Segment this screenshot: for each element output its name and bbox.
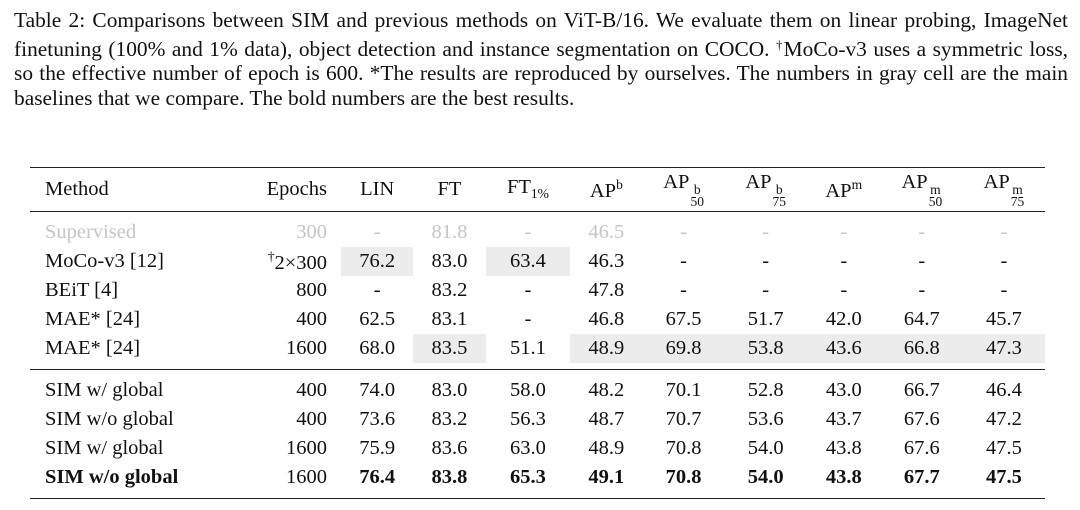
cell-ap75-mask: 46.4 [986, 379, 1022, 401]
header-ap50-mask-base: AP [901, 171, 928, 193]
caption-dagger: † [776, 36, 784, 52]
header-ft-1pct-sub: 1% [530, 186, 549, 202]
header-ap75-box-sub: 75 [772, 194, 787, 209]
table-row [30, 334, 1045, 363]
cell-ap-mask: 43.0 [825, 379, 862, 401]
caption-line-4: reproduced by ourselves. The numbers in gray cell are the main baselines that we compare. The bold [14, 61, 1068, 110]
caption-line-1: Table 2: Comparisons between SIM and previous methods on ViT-B/16. We evaluate them on linear [14, 8, 898, 32]
cell-ap75-mask: - [1000, 279, 1008, 301]
cell-ap50-mask: 67.7 [903, 466, 940, 488]
cell-ap50-mask: 64.7 [903, 308, 940, 330]
cell-epochs: 1600 [286, 337, 327, 359]
cell-ap75-box: - [762, 279, 770, 301]
cell-ap75-mask: 47.3 [963, 334, 1045, 363]
caption-line-2: probing, ImageNet finetuning (100% and 1% data), object detection and instance segmentation on [14, 8, 1068, 61]
cell-ap75-box: 53.6 [747, 408, 784, 430]
header-ap50-mask-sup: m [930, 182, 941, 197]
cell-lin: - [373, 221, 381, 243]
cell-ap50-mask: 66.8 [881, 334, 963, 363]
cell-ap75-box: 52.8 [747, 379, 784, 401]
cell-ap-mask: - [840, 279, 848, 301]
cell-ft: 83.0 [431, 379, 468, 401]
header-ft: FT [437, 178, 462, 200]
spacer-cell [30, 492, 1045, 499]
header-ap-mask-base: AP [825, 179, 852, 202]
cell-ap50-mask: 67.6 [903, 408, 940, 430]
header-ap75-box [725, 168, 807, 212]
cell-ap-box: 46.5 [588, 221, 625, 243]
cell-epochs: 300 [296, 221, 327, 243]
table-row [30, 276, 1045, 305]
cell-epochs: 800 [296, 279, 327, 301]
header-ap50-mask [881, 168, 963, 212]
cell-ap-box: 49.1 [588, 466, 625, 488]
cell-ft: 83.2 [431, 279, 468, 301]
cell-ft-1pct: - [524, 279, 532, 301]
header-ap75-box-sup: b [775, 182, 783, 197]
cell-ap50-box: - [680, 221, 687, 243]
cell-ap50-mask: 66.7 [903, 379, 940, 401]
cell-ap50-box: - [680, 250, 687, 272]
cell-method: MAE* [24] [45, 337, 141, 359]
cell-ft-1pct: 63.0 [509, 437, 546, 459]
cell-lin: 76.2 [341, 247, 413, 276]
epochs-dagger: † [267, 248, 275, 264]
cell-lin: 68.0 [359, 337, 396, 359]
cell-ft-1pct: 56.3 [509, 408, 546, 430]
cell-ap50-box: 70.8 [665, 466, 702, 488]
cell-ap75-box: 54.0 [747, 437, 784, 459]
cell-lin: 73.6 [359, 408, 396, 430]
cell-ap75-mask: 47.2 [986, 408, 1022, 430]
header-ft-1pct [486, 168, 571, 212]
cell-ap50-box: 70.1 [665, 379, 702, 401]
cell-method: SIM w/ global [45, 437, 164, 459]
header-ap-box [570, 168, 642, 212]
cell-ap50-mask: - [918, 279, 926, 301]
header-ap50-box [643, 168, 725, 212]
header-ap50-box-sup: b [693, 182, 701, 197]
cell-ft: 83.1 [431, 308, 468, 330]
cell-ap50-mask: - [918, 250, 926, 272]
cell-ap-box: 48.9 [588, 437, 625, 459]
caption-line-5: numbers are the best results. [331, 85, 575, 110]
header-ap75-mask-sub: 75 [1010, 194, 1025, 209]
cell-ap75-mask: 45.7 [986, 308, 1022, 330]
cell-ap-box: 48.7 [588, 408, 625, 430]
cell-ap75-mask: - [1000, 250, 1008, 272]
cell-ap-box: 48.9 [570, 334, 642, 363]
cell-lin: 62.5 [359, 308, 396, 330]
cell-epochs [227, 247, 341, 276]
table-row [30, 305, 1045, 334]
cell-ft: 83.6 [431, 437, 468, 459]
cell-epochs: 1600 [286, 437, 327, 459]
cell-ap50-box: 67.5 [665, 308, 702, 330]
cell-ap-mask: 43.8 [825, 466, 862, 488]
cell-epochs: 1600 [286, 466, 327, 488]
cell-ft: 83.8 [431, 466, 468, 488]
header-row [30, 168, 1045, 212]
cell-method: MoCo-v3 [12] [45, 250, 165, 272]
header-ap-box-sup: b [616, 176, 623, 192]
header-method: Method [45, 178, 109, 200]
results-table [30, 167, 1045, 499]
table-caption [14, 8, 1068, 110]
table-row [30, 247, 1045, 276]
cell-ap75-box: - [762, 250, 770, 272]
caption-line-3a: COCO. [704, 36, 777, 61]
header-lin: LIN [360, 178, 395, 200]
cell-ap-mask: 43.8 [825, 437, 862, 459]
cell-ft: 83.5 [413, 334, 485, 363]
cell-epochs: 400 [296, 408, 327, 430]
cell-ap50-box: - [680, 279, 687, 301]
cell-ap75-mask: - [1000, 221, 1008, 243]
cell-ft-1pct: 58.0 [509, 379, 546, 401]
cell-ft: 81.8 [431, 221, 468, 243]
cell-ap-mask: - [840, 221, 848, 243]
cell-ft-1pct: - [524, 308, 532, 330]
header-ap-mask [807, 168, 881, 212]
header-ft-1pct-base: FT [506, 176, 531, 199]
cell-method: SIM w/o global [45, 408, 174, 430]
header-ap50-mask-sub: 50 [928, 194, 943, 209]
cell-ft-1pct: 63.4 [486, 247, 571, 276]
cell-ap50-box: 69.8 [643, 334, 725, 363]
cell-method: BEiT [4] [45, 279, 119, 301]
cell-ap-mask: 42.0 [825, 308, 862, 330]
cell-ap-mask: - [840, 250, 848, 272]
cell-ap75-box: 53.8 [725, 334, 807, 363]
header-ap75-mask-sup: m [1012, 182, 1023, 197]
table-row [30, 376, 1045, 405]
cell-ap-box: 48.2 [588, 379, 625, 401]
cell-ap-box: 46.8 [588, 308, 625, 330]
epochs-value: 2×300 [274, 251, 327, 274]
cell-ft: 83.0 [431, 250, 468, 272]
cell-ap50-box: 70.7 [665, 408, 702, 430]
header-ap-box-base: AP [589, 179, 617, 202]
cell-ft-1pct: 51.1 [509, 337, 546, 359]
cell-ap75-mask: 47.5 [986, 437, 1022, 459]
cell-method: Supervised [45, 221, 137, 243]
cell-method: SIM w/o global [45, 466, 179, 488]
cell-ft: 83.2 [431, 408, 468, 430]
cell-ft-1pct: - [524, 221, 532, 243]
cell-ap75-box: 54.0 [747, 466, 784, 488]
cell-ft-1pct: 65.3 [509, 466, 546, 488]
header-ap50-box-sub: 50 [690, 194, 704, 209]
header-ap75-mask [963, 168, 1045, 212]
cell-lin: 76.4 [359, 466, 396, 488]
table-row [30, 463, 1045, 492]
cell-ap75-box: - [762, 221, 770, 243]
caption-line-3b: MoCo-v3 uses a symmetric loss, so the effective number of epoch is 600. *The results are [14, 36, 1069, 86]
cell-lin: 75.9 [359, 437, 396, 459]
cell-ap-box: 47.8 [588, 279, 625, 301]
cell-ap50-mask: - [918, 221, 926, 243]
header-ap75-box-base: AP [745, 171, 772, 193]
table-row [30, 405, 1045, 434]
cell-lin: - [373, 279, 381, 301]
header-ap75-mask-base: AP [983, 171, 1010, 193]
cell-ap75-mask: 47.5 [986, 466, 1022, 488]
cell-epochs: 400 [296, 379, 327, 401]
cell-ap-mask: 43.7 [825, 408, 862, 430]
cell-ap75-box: 51.7 [747, 308, 784, 330]
cell-lin: 74.0 [359, 379, 396, 401]
table-row [30, 218, 1045, 247]
cell-method: MAE* [24] [45, 308, 141, 330]
header-epochs: Epochs [266, 178, 327, 200]
cell-ap50-box: 70.8 [665, 437, 702, 459]
cell-ap-box: 46.3 [588, 250, 625, 272]
cell-epochs: 400 [296, 308, 327, 330]
cell-ap-mask: 43.6 [807, 334, 881, 363]
cell-ap50-mask: 67.6 [903, 437, 940, 459]
cell-method: SIM w/ global [45, 379, 164, 401]
table-row [30, 434, 1045, 463]
header-ap-mask-sup: m [851, 176, 863, 192]
header-ap50-box-base: AP [663, 171, 690, 193]
